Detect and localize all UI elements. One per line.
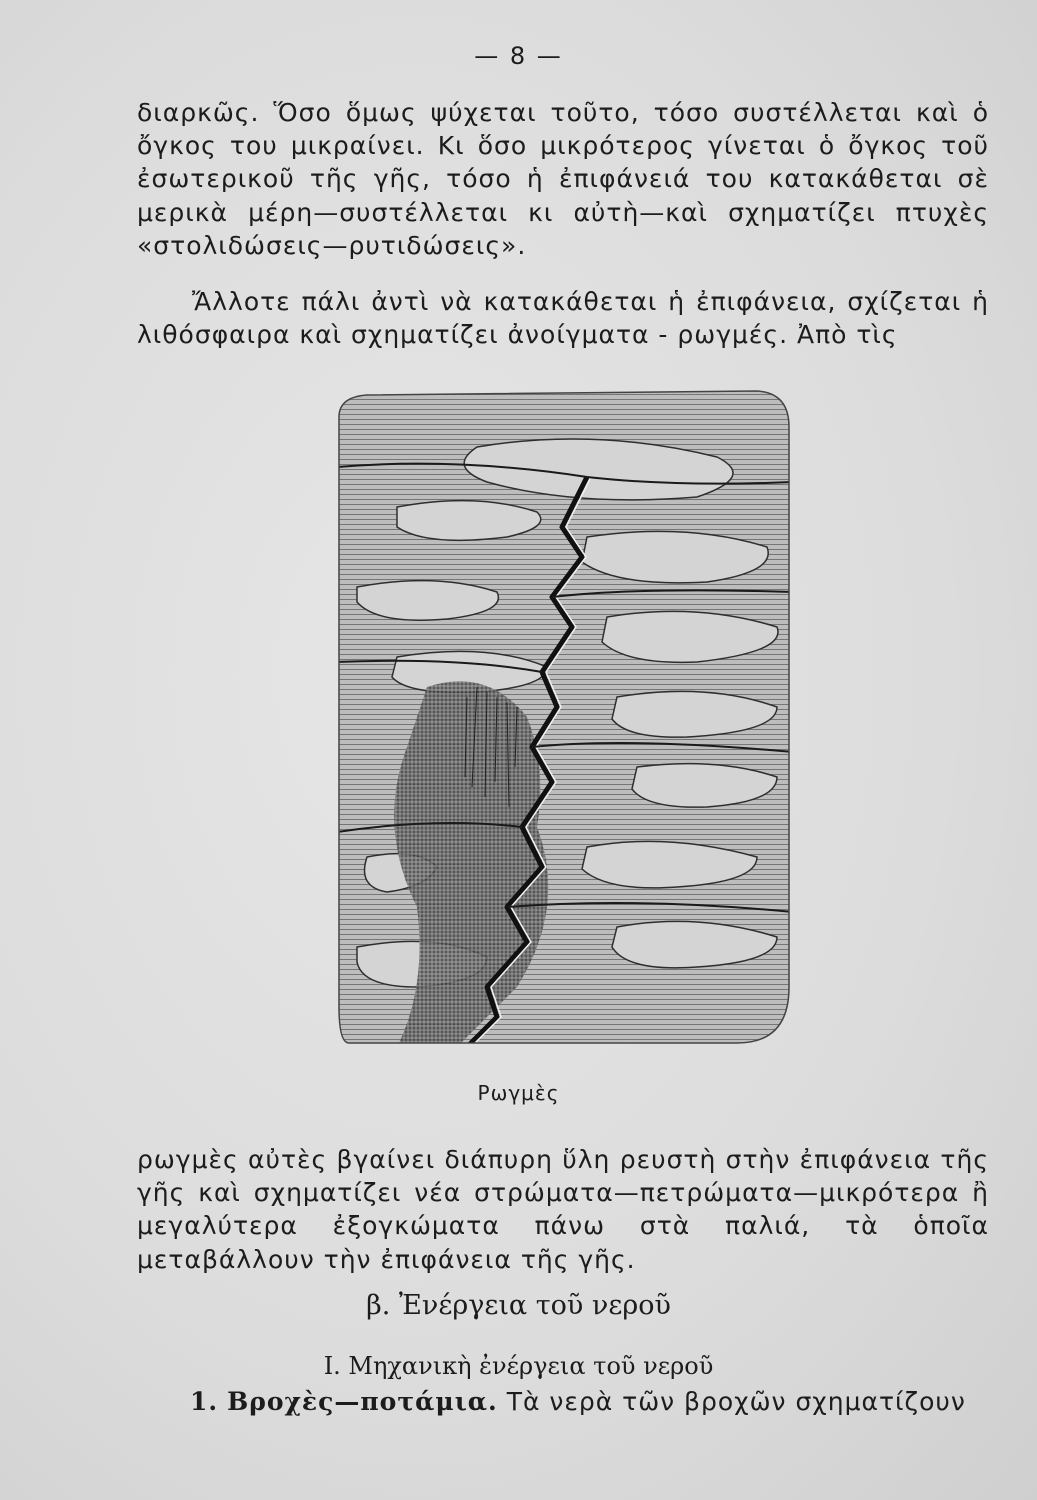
paragraph-3: ρωγμὲς αὐτὲς βγαίνει διάπυρη ὕλη ρευστὴ στὴν ἐπιφάνεια τῆς γῆς καὶ σχηματίζει νέα στρώματα—πετρώματα—μικρότερα ἢ μεγαλύτερα ἐξογκώματα πάνω στὰ παλιά, τὰ ὁποῖα μεταβάλλουν τὴν ἐπιφάνεια τῆς γῆς. — [137, 1145, 989, 1274]
item-number: 1. — [190, 1387, 219, 1416]
numbered-paragraph-start — [190, 1387, 990, 1416]
page-number: — 8 — — [474, 42, 563, 70]
cracks-engraving — [337, 387, 793, 1047]
paragraph-2: Ἄλλοτε πάλι ἀντὶ νὰ κατακάθεται ἡ ἐπιφάνεια, σχίζεται ἡ λιθόσφαιρα καὶ σχηματίζει ἀνοίγματα - ρωγμές. Ἀπὸ τὶς — [137, 287, 989, 350]
figure-caption: Ρωγμὲς — [477, 1081, 560, 1105]
subsection-heading: Ι. Μηχανικὴ ἐνέργεια τοῦ νεροῦ — [323, 1352, 714, 1380]
paragraph-1: διαρκῶς. Ὅσο ὅμως ψύχεται τοῦτο, τόσο συστέλλεται καὶ ὁ ὄγκος του μικραίνει. Κι ὅσο μικρότερος γίνεται ὁ ὄγκος τοῦ ἐσωτερικοῦ τῆς γῆς, τόσο ἡ ἐπιφάνειά του κατακάθεται σὲ μερικὰ μέρη—συστέλλεται κι αὐτὴ—καὶ σχηματίζει πτυχὲς «στολιδώσεις—ρυτιδώσεις». — [137, 98, 989, 260]
item-title: Βροχὲς—ποτάμια. — [227, 1387, 498, 1416]
cracks-illustration — [337, 387, 793, 1047]
item-text: Τὰ νερὰ τῶν βροχῶν σχηματίζουν — [506, 1387, 966, 1416]
section-heading: β. Ἐνέργεια τοῦ νεροῦ — [366, 1290, 671, 1321]
